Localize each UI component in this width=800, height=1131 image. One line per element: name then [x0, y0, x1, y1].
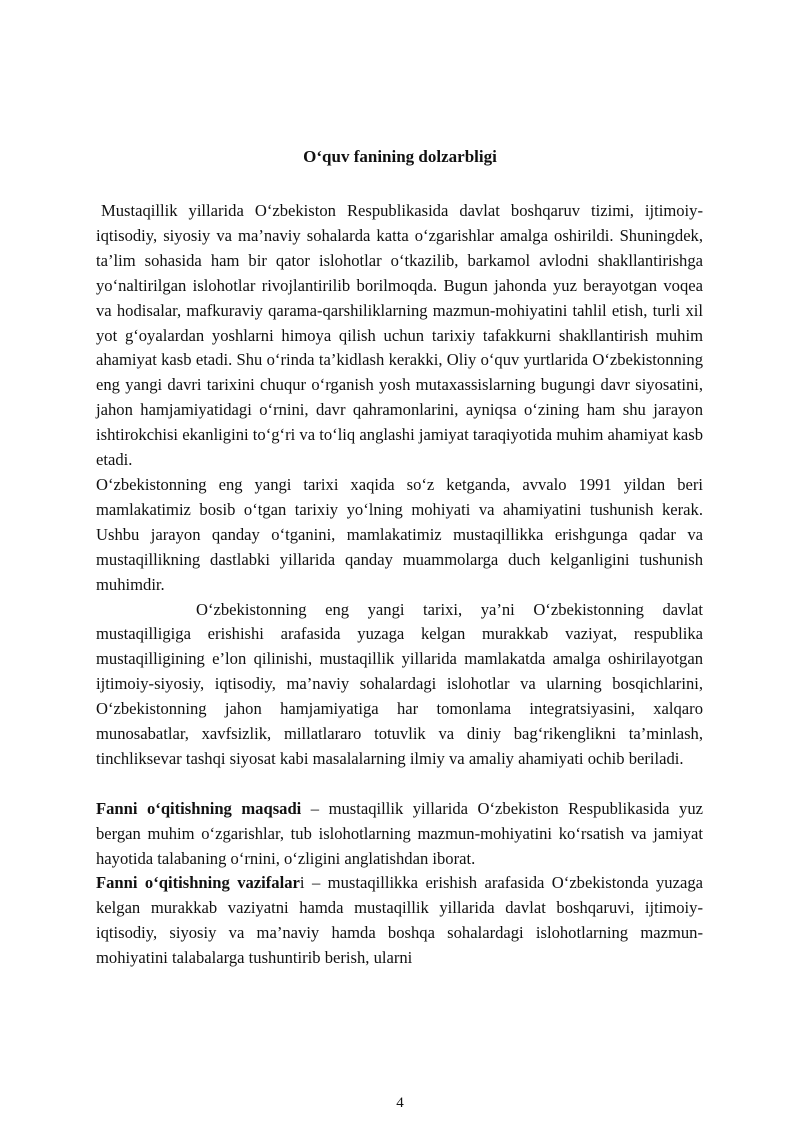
- document-body: [96, 199, 703, 971]
- paragraph-content: O‘zbekistonning eng yangi tarixi, ya’ni O‘zbekistonning davlat mustaqilligiga erishishi arafasida yuzaga kelgan murakkab vaziyat, respublika mustaqilligining e’lon qilinishi, mustaqillik yillarida mamlakatda amalga oshirilayotgan ijtimoiy-siyosiy, iqtisodiy, ma’naviy sohalardagi islohotlar va ularning bosqichlarini, O‘zbekistonning jahon hamjamiyatiga har tomonlama integratsiyasini, xalqaro munosabatlar, xavfsizlik, millatlararo totuvlik va diniy bag‘rikenglikni ta’minlash, tinchliksevar tashqi siyosat kabi masalalarning ilmiy va amaliy ahamiyati ochib beriladi.: [96, 599, 703, 768]
- tasks-label-tail: i: [299, 873, 305, 893]
- goal-label: Fanni o‘qitishning maqsadi: [96, 798, 302, 818]
- goal-text: – mustaqillik yillarida O‘zbekiston Respublikasida yuz bergan muhim o‘zgarishlar, tub islohotlarning mazmun-mohiyatini ko‘rsatish va jamiyat hayotida talabaning o‘rnini, o‘zligini anglatishdan iborat.: [96, 798, 704, 868]
- paragraph-history: O‘zbekistonning eng yangi tarixi xaqida so‘z ketganda, avvalo 1991 yildan beri mamlakatimiz bosib o‘tgan tarixiy yo‘lning mohiyati va ahamiyatini tushunish kerak. Ushbu jarayon qanday o‘tganini, mamlakatimiz mustaqillikka erishgunga qadar va mustaqillikning dastlabki yillarida qanday muammolarga duch kelganligini tushunish muhimdir.: [96, 474, 703, 594]
- paragraph-spacer: [96, 772, 703, 797]
- paragraph-relevance: Mustaqillik yillarida O‘zbekiston Respublikasida davlat boshqaruv tizimi, ijtimoiy-iqtisodiy, siyosiy va ma’naviy sohalarda katta o‘zgarishlar amalga oshirildi. Shuningdek, ta’lim sohasida ham bir qator islohotlar o‘tkazilib, barkamol avlodni shakllantirishga yo‘naltirilgan islohotlar rivojlantirilib borilmoqda. Bugun jahonda yuz berayotgan voqea va hodisalar, mafkuraviy qarama-qarshiliklarning mazmun-mohiyatini tahlil etish, turli xil yot g‘oyalardan yoshlarni himoya qilish uchun tarixiy tafakkurni shakllantirish muhim ahamiyat kasb etadi. Shu o‘rinda ta’kidlash kerakki, Oliy o‘quv yurtlarida O‘zbekistonning eng yangi davri tarixini chuqur o‘rganish yosh mutaxassislarning bugungi davr siyosatini, jahon hamjamiyatidagi o‘rnini, davr qahramonlarini, ayniqsa o‘zining ham shu jarayon ishtirokchisi ekanligini to‘g‘ri va to‘liq anglashi jamiyat taraqiyotida muhim ahamiyat kasb etadi.: [96, 201, 703, 470]
- page-number: 4: [396, 1095, 404, 1111]
- paragraph-goal: [96, 797, 703, 872]
- page-title: O‘quv fanining dolzarbligi: [303, 147, 497, 166]
- tasks-label: Fanni o‘qitishning vazifalar: [96, 873, 300, 893]
- tasks-text: – mustaqillikka erishish arafasida O‘zbekistonda yuzaga kelgan murakkab vaziyatni hamda mustaqillik yillarida davlat boshqaruvi, ijtimoiy-iqtisodiy, siyosiy va ma’naviy hamda boshqa sohalardagi islohotlarning mazmun-mohiyatini talabalarga tushuntirib berish, ularni: [96, 873, 703, 968]
- paragraph-tasks: [96, 871, 703, 971]
